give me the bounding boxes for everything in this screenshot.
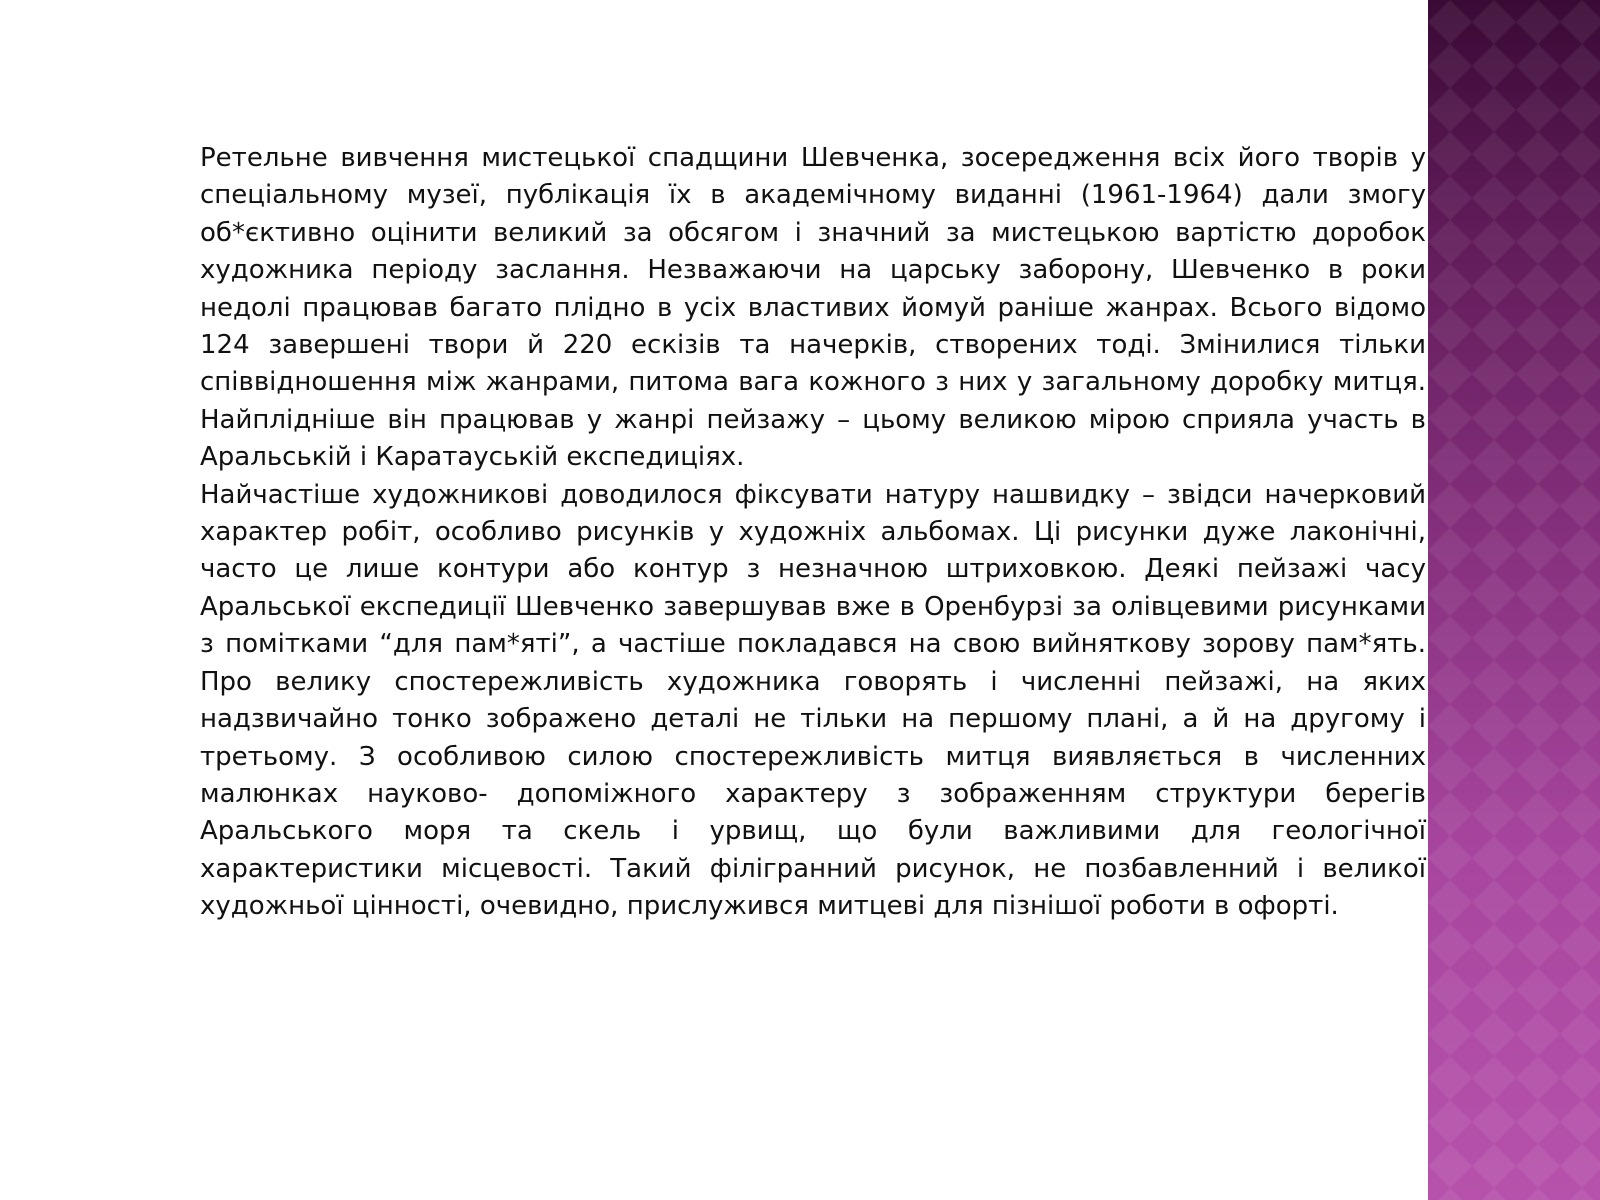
diamond-pattern [1428, 0, 1600, 1200]
slide-body-text [200, 140, 1426, 926]
paragraph-2: Найчастіше художникові доводилося фіксувати натуру нашвидку – звідси начерковий характер робіт, особливо рисунків у художніх альбомах. Ці рисунки дуже лаконічні, часто це лише контури або контур з незначною штриховкою. Деякі пейзажі часу Аральської експедиції Шевченко завершував вже в Оренбурзі за олівцевими рисунками з помітками “для пам*яті”, а частіше покладався на свою вийняткову зорову пам*ять. Про велику спостережливість художника говорять і численні пейзажі, на яких надзвичайно тонко зображено деталі не тільки на першому плані, а й на другому і третьому. З особливою силою спостережливість митця виявляється в численних малюнках науково- допоміжного характеру з зображенням структури берегів Аральського моря та скель і урвищ, що були важливими для геологічної характеристики місцевості. Такий філігранний рисунок, не позбавленний і великої художньої цінності, очевидно, прислужився митцеві для пізнішої роботи в офорті. [200, 479, 1426, 922]
paragraph-1: Ретельне вивчення мистецької спадщини Шевченка, зосередження всіх його творів у спеціальному музеї, публікація їх в академічному виданні (1961-1964) дали змогу об*єктивно оцінити великий за обсягом і значний за мистецькою вартістю доробок художника періоду заслання. Незважаючи на царську заборону, Шевченко в роки недолі працював багато плідно в усіх властивих йомуй раніше жанрах. Всього відомо 124 завершені твори й 220 ескізів та начерків, створених тоді. Змінилися тільки співвідношення між жанрами, питома вага кожного з них у загальному доробку митця. Найплідніше він працював у жанрі пейзажу – цьому великою мірою сприяла участь в Аральській і Каратауській експедиціях. [200, 143, 1426, 473]
decorative-side-panel [1428, 0, 1600, 1200]
